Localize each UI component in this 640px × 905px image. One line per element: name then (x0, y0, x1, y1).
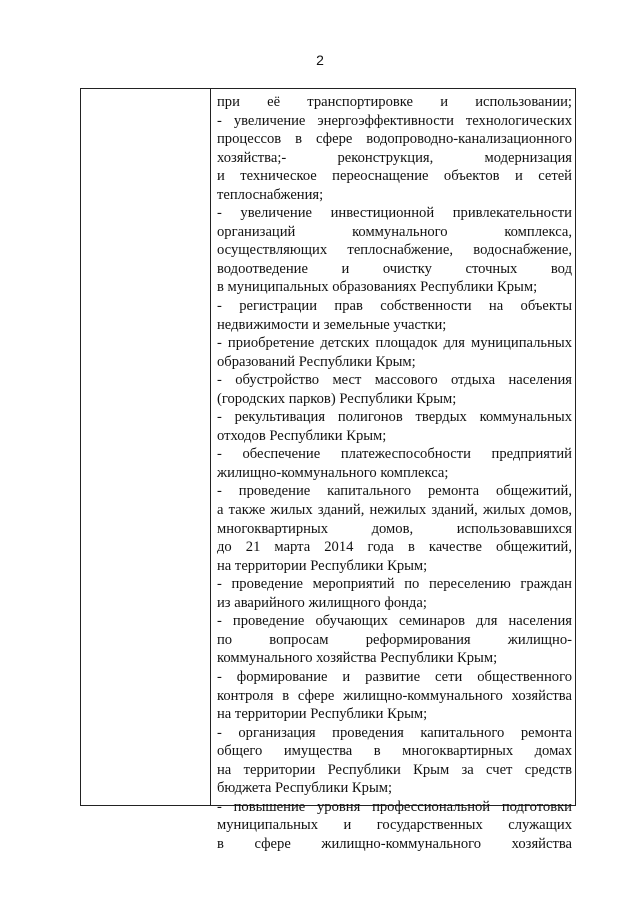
text-line: - увеличение инвестиционной привлекательности (217, 205, 572, 222)
text-line: недвижимости и земельные участки; (217, 316, 447, 333)
text-line: - регистрации прав собственности на объекты (217, 298, 572, 315)
text-line: в сфере жилищно-коммунального хозяйства (217, 835, 572, 852)
text-line: на территории Республики Крым; (217, 557, 428, 574)
text-line: организаций коммунального комплекса, (217, 223, 572, 240)
text-line: в муниципальных образованиях Республики Крым; (217, 279, 538, 296)
text-line: - рекультивация полигонов твердых коммунальных (217, 409, 572, 426)
text-line: водоотведение и очистку сточных вод (217, 260, 572, 277)
text-line: - повышение уровня профессиональной подготовки (217, 798, 572, 815)
text-line: на территории Республики Крым; (217, 706, 428, 723)
text-line: коммунального хозяйства Республики Крым; (217, 650, 498, 667)
text-line: и техническое переоснащение объектов и сетей (217, 168, 572, 185)
text-line: - приобретение детских площадок для муниципальных (217, 335, 572, 352)
text-line: - увеличение энергоэффективности технологических (217, 112, 572, 129)
text-line: многоквартирных домов, использовавшихся (217, 520, 572, 537)
text-line: при её транспортировке и использовании; (217, 94, 572, 110)
text-line: хозяйства;- реконструкция, модернизация (217, 149, 572, 166)
text-line: жилищно-коммунального комплекса; (217, 464, 449, 481)
table-left-cell (81, 89, 211, 805)
text-line: контроля в сфере жилищно-коммунального хозяйства (217, 687, 572, 704)
text-line: - проведение капитального ремонта общежитий, (217, 483, 572, 500)
text-line: (городских парков) Республики Крым; (217, 390, 457, 407)
text-line: отходов Республики Крым; (217, 427, 387, 444)
text-line: - формирование и развитие сети общественного (217, 668, 572, 685)
text-line: до 21 марта 2014 года в качестве общежитий, (217, 539, 572, 556)
text-line: процессов в сфере водопроводно-канализационного (217, 131, 572, 148)
text-line: - обустройство мест массового отдыха населения (217, 372, 572, 389)
text-line: - организация проведения капитального ремонта (217, 724, 572, 741)
text-line: муниципальных и государственных служащих (217, 817, 572, 834)
text-line: общего имущества в многоквартирных домах (217, 743, 572, 760)
text-line: бюджета Республики Крым; (217, 780, 393, 797)
text-line: на территории Республики Крым за счет средств (217, 761, 572, 778)
text-line: - проведение обучающих семинаров для населения (217, 613, 572, 630)
text-line: образований Республики Крым; (217, 353, 416, 370)
text-line: - обеспечение платежеспособности предприятий (217, 446, 572, 463)
text-line: - проведение мероприятий по переселению граждан (217, 576, 572, 593)
text-line: а также жилых зданий, нежилых зданий, жилых домов, (217, 502, 572, 519)
document-table (80, 88, 576, 852)
text-line: теплоснабжения; (217, 186, 324, 203)
text-line: из аварийного жилищного фонда; (217, 594, 427, 611)
text-line: осуществляющих теплоснабжение, водоснабжение, (217, 242, 572, 259)
page-number: 2 (316, 52, 324, 68)
text-line: по вопросам реформирования жилищно- (217, 631, 572, 648)
table-right-cell (211, 89, 575, 852)
